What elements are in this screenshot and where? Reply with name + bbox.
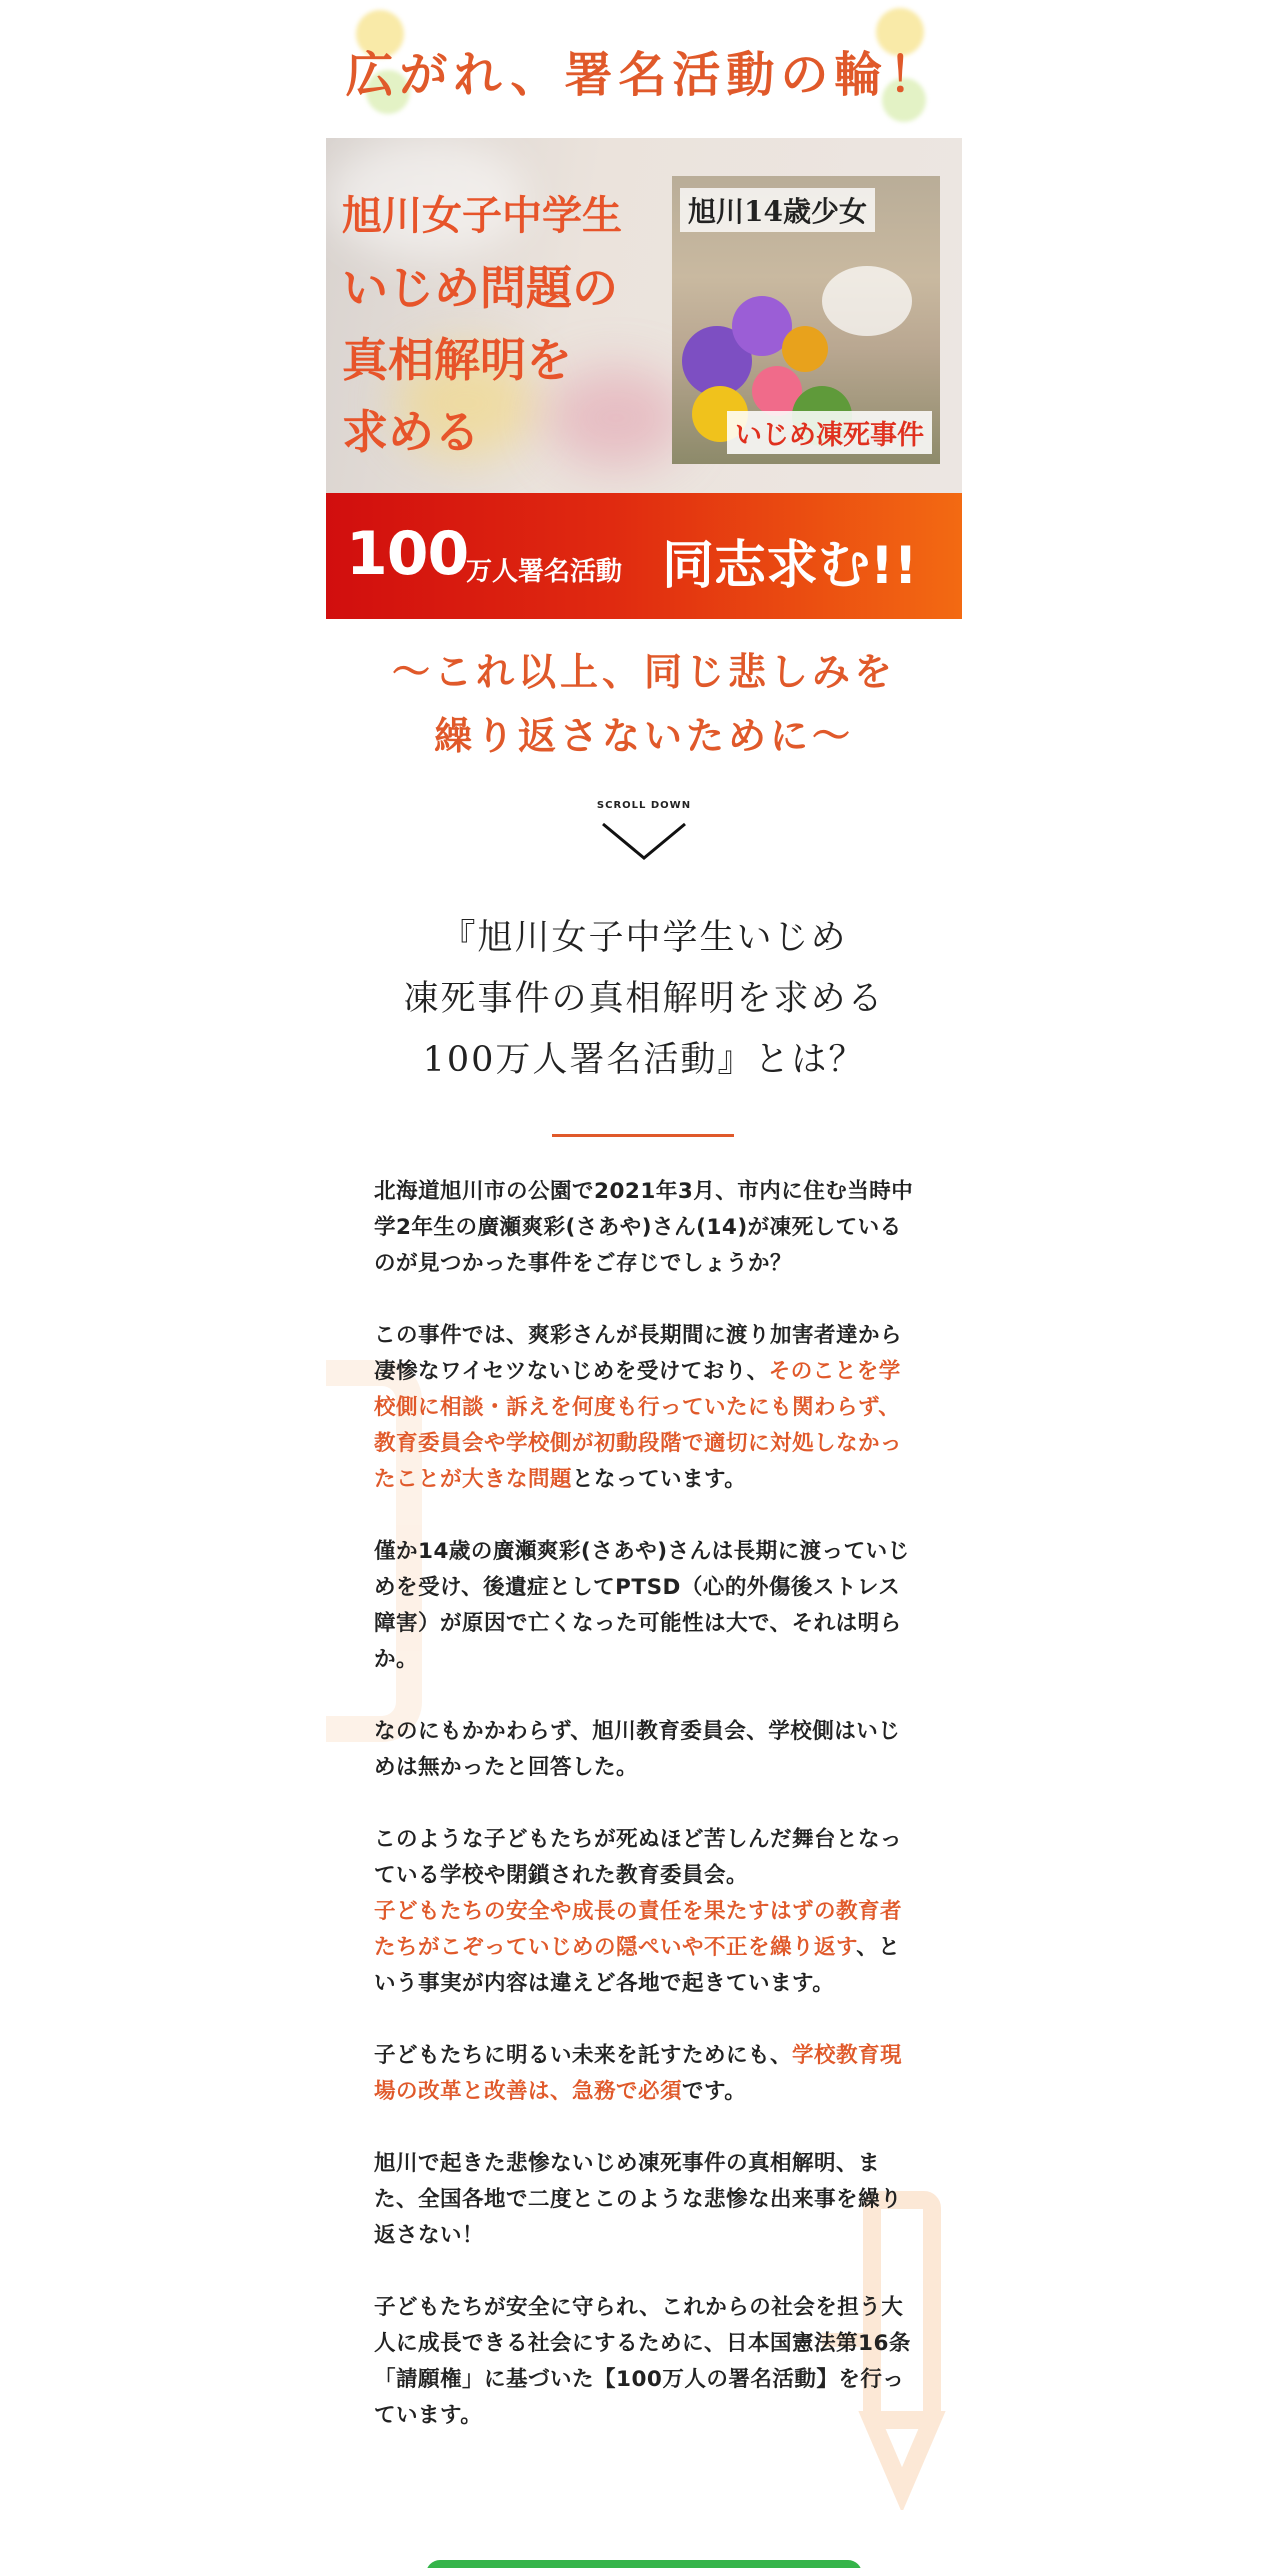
strip-big-text: 同志求む!! <box>662 536 918 596</box>
hero-line: いじめ問題の <box>342 261 618 315</box>
tagline-line: ～これ以上、同じ悲しみを <box>391 649 896 694</box>
article-body <box>374 1174 914 2470</box>
section-title <box>326 908 962 1091</box>
hero-banner <box>326 138 962 493</box>
paragraph: 僅か14歳の廣瀬爽彩(さあや)さんは長期に渡っていじめを受け、後遺症としてPTSD（心的外傷後ストレス障害）が原因で亡くなった可能性は大で、それは明らか。 <box>374 1539 910 1672</box>
paragraph-text: 子どもたちに明るい未来を託すためにも、 <box>374 2043 793 2068</box>
signature-button[interactable] <box>426 2560 862 2568</box>
paragraph: 旭川で起きた悲惨ないじめ凍死事件の真相解明、また、全国各地で二度とこのような悲惨な出来事を繰り返さない！ <box>374 2151 903 2248</box>
hero-headline <box>342 180 682 468</box>
highlight-text: 子どもたちの安全や成長の責任を果たすはずの教育者たちがこぞっていじめの隠ぺいや不正を繰り返す <box>374 1899 903 1960</box>
chevron-down-icon[interactable] <box>601 822 687 862</box>
highlight-text: そのことを学校側に相談・訴えを何度も行っていたにも関わらず、教育委員会や学校側が初動段階で適切に対処しなかったことが大きな問題 <box>374 1359 903 1492</box>
hero-line: 求める <box>342 405 480 459</box>
section-divider <box>552 1134 734 1137</box>
paragraph-text: となっています。 <box>572 1467 747 1492</box>
paragraph: 北海道旭川市の公園で2021年3月、市内に住む当時中学2年生の廣瀬爽彩(さあや)さん(14)が凍死しているのが見つかった事件をご存じでしょうか？ <box>374 1179 914 1276</box>
header-title: 広がれ、署名活動の輪！ <box>345 47 943 103</box>
strip-small-text: 万人署名活動 <box>466 557 623 587</box>
paragraph <box>374 2038 914 2110</box>
paragraph-text: 、という事実が内容は違えど各地で起きています。 <box>374 1935 901 1996</box>
header-banner <box>326 0 962 138</box>
strip-number: 100 <box>346 519 469 589</box>
page <box>326 0 962 2568</box>
section-title-line: 凍死事件の真相解明を求める <box>403 979 885 1019</box>
highlight-text: 学校教育現場の改革と改善は、急務で必須 <box>374 2043 903 2104</box>
photo-top-label: 旭川14歳少女 <box>680 188 875 232</box>
section-title-line: 『旭川女子中学生いじめ <box>440 918 848 958</box>
paragraph <box>374 1822 914 2002</box>
tagline-line: 繰り返さないために～ <box>433 713 854 758</box>
scroll-down-label[interactable]: SCROLL DOWN <box>596 800 692 811</box>
paragraph: 子どもたちが安全に守られ、これからの社会を担う大人に成長できる社会にするために、日本国憲法第16条「請願権」に基づいた【100万人の署名活動】を行っています。 <box>374 2295 911 2428</box>
signature-strip <box>326 493 962 619</box>
tagline <box>326 640 962 768</box>
paragraph-text: この事件では、爽彩さんが長期間に渡り加害者達から凄惨なワイセツないじめを受けており、 <box>374 1323 903 1384</box>
photo-bottom-label: いじめ凍死事件 <box>727 411 932 454</box>
section-title-line: 100万人署名活動』とは？ <box>422 1040 866 1080</box>
paragraph-text: このような子どもたちが死ぬほど苦しんだ舞台となっている学校や閉鎖された教育委員会。 <box>374 1827 903 1888</box>
hero-line: 真相解明を <box>342 333 572 387</box>
paragraph <box>374 1318 914 1498</box>
paragraph-text: です。 <box>682 2079 747 2104</box>
paragraph: なのにもかかわらず、旭川教育委員会、学校側はいじめは無かったと回答した。 <box>374 1719 901 1780</box>
hero-line: 旭川女子中学生 <box>342 193 622 239</box>
flower-photo <box>672 176 940 464</box>
